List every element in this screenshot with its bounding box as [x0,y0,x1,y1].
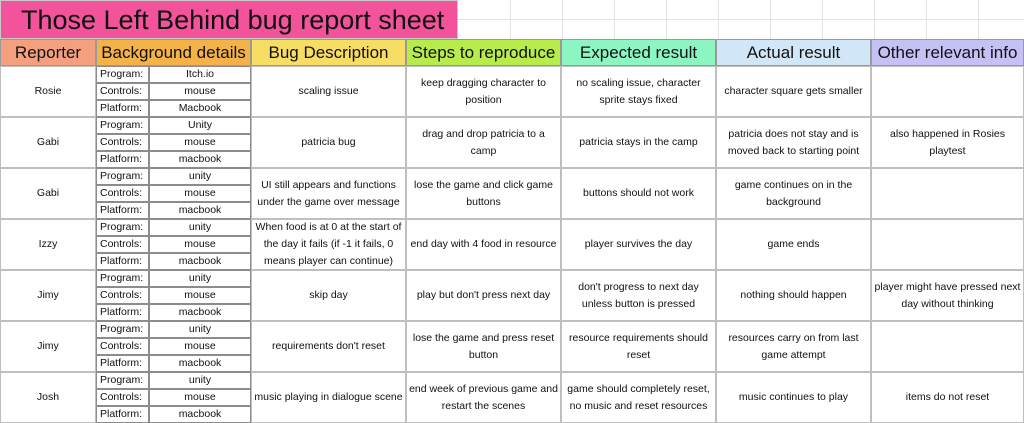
header-other[interactable]: Other relevant info [871,39,1024,66]
controls-value[interactable]: mouse [149,389,251,406]
platform-value[interactable]: macbook [149,253,251,270]
description-cell[interactable]: UI still appears and functions under the game over message [251,168,406,219]
expected-cell[interactable]: player survives the day [561,219,716,270]
program-value[interactable]: unity [149,372,251,389]
expected-cell[interactable]: no scaling issue, character sprite stays fixed [561,66,716,117]
platform-label[interactable]: Platform: [96,151,149,168]
header-description[interactable]: Bug Description [251,39,406,66]
controls-value[interactable]: mouse [149,134,251,151]
program-label[interactable]: Program: [96,219,149,236]
platform-value[interactable]: macbook [149,151,251,168]
actual-cell[interactable]: music continues to play [716,372,871,423]
controls-label[interactable]: Controls: [96,83,149,100]
gridline [458,19,1024,20]
controls-label[interactable]: Controls: [96,389,149,406]
other-cell[interactable]: also happened in Rosies playtest [871,117,1024,168]
actual-cell[interactable]: game ends [716,219,871,270]
controls-value[interactable]: mouse [149,236,251,253]
expected-cell[interactable]: patricia stays in the camp [561,117,716,168]
reporter-cell[interactable]: Josh [0,372,96,423]
controls-label[interactable]: Controls: [96,134,149,151]
reporter-cell[interactable]: Rosie [0,66,96,117]
controls-label[interactable]: Controls: [96,236,149,253]
controls-value[interactable]: mouse [149,338,251,355]
description-cell[interactable]: music playing in dialogue scene [251,372,406,423]
steps-cell[interactable]: drag and drop patricia to a camp [406,117,561,168]
platform-value[interactable]: macbook [149,355,251,372]
steps-cell[interactable]: end week of previous game and restart the scenes [406,372,561,423]
program-label[interactable]: Program: [96,117,149,134]
header-steps[interactable]: Steps to reproduce [406,39,561,66]
platform-value[interactable]: macbook [149,304,251,321]
steps-cell[interactable]: play but don't press next day [406,270,561,321]
platform-value[interactable]: macbook [149,202,251,219]
header-reporter[interactable]: Reporter [0,39,96,66]
description-cell[interactable]: patricia bug [251,117,406,168]
program-label[interactable]: Program: [96,372,149,389]
reporter-cell[interactable]: Jimy [0,270,96,321]
controls-label[interactable]: Controls: [96,287,149,304]
expected-cell[interactable]: buttons should not work [561,168,716,219]
program-value[interactable]: unity [149,219,251,236]
controls-value[interactable]: mouse [149,83,251,100]
actual-cell[interactable]: game continues on in the background [716,168,871,219]
program-label[interactable]: Program: [96,321,149,338]
platform-label[interactable]: Platform: [96,304,149,321]
description-cell[interactable]: skip day [251,270,406,321]
program-label[interactable]: Program: [96,168,149,185]
program-label[interactable]: Program: [96,270,149,287]
description-cell[interactable]: scaling issue [251,66,406,117]
platform-label[interactable]: Platform: [96,406,149,423]
description-cell[interactable]: When food is at 0 at the start of the day it fails (if -1 it fails, 0 means player can continue) [251,219,406,270]
steps-cell[interactable]: lose the game and press reset button [406,321,561,372]
reporter-cell[interactable]: Gabi [0,117,96,168]
actual-cell[interactable]: patricia does not stay and is moved back to starting point [716,117,871,168]
expected-cell[interactable]: resource requirements should reset [561,321,716,372]
reporter-cell[interactable]: Izzy [0,219,96,270]
platform-label[interactable]: Platform: [96,202,149,219]
controls-value[interactable]: mouse [149,185,251,202]
steps-cell[interactable]: end day with 4 food in resource [406,219,561,270]
controls-label[interactable]: Controls: [96,338,149,355]
sheet-title[interactable]: Those Left Behind bug report sheet [0,0,458,39]
other-cell[interactable] [871,321,1024,372]
other-cell[interactable] [871,219,1024,270]
program-value[interactable]: unity [149,168,251,185]
program-value[interactable]: Itch.io [149,66,251,83]
expected-cell[interactable]: don't progress to next day unless button is pressed [561,270,716,321]
header-background[interactable]: Background details [96,39,251,66]
steps-cell[interactable]: keep dragging character to position [406,66,561,117]
platform-value[interactable]: macbook [149,406,251,423]
actual-cell[interactable]: nothing should happen [716,270,871,321]
actual-cell[interactable]: resources carry on from last game attempt [716,321,871,372]
reporter-cell[interactable]: Jimy [0,321,96,372]
header-actual[interactable]: Actual result [716,39,871,66]
actual-cell[interactable]: character square gets smaller [716,66,871,117]
other-cell[interactable]: items do not reset [871,372,1024,423]
other-cell[interactable] [871,168,1024,219]
other-cell[interactable] [871,66,1024,117]
platform-label[interactable]: Platform: [96,100,149,117]
controls-label[interactable]: Controls: [96,185,149,202]
controls-value[interactable]: mouse [149,287,251,304]
platform-label[interactable]: Platform: [96,253,149,270]
steps-cell[interactable]: lose the game and click game buttons [406,168,561,219]
platform-label[interactable]: Platform: [96,355,149,372]
reporter-cell[interactable]: Gabi [0,168,96,219]
expected-cell[interactable]: game should completely reset, no music and reset resources [561,372,716,423]
program-value[interactable]: unity [149,321,251,338]
program-value[interactable]: Unity [149,117,251,134]
description-cell[interactable]: requirements don't reset [251,321,406,372]
header-expected[interactable]: Expected result [561,39,716,66]
platform-value[interactable]: Macbook [149,100,251,117]
program-value[interactable]: unity [149,270,251,287]
other-cell[interactable]: player might have pressed next day without thinking [871,270,1024,321]
program-label[interactable]: Program: [96,66,149,83]
